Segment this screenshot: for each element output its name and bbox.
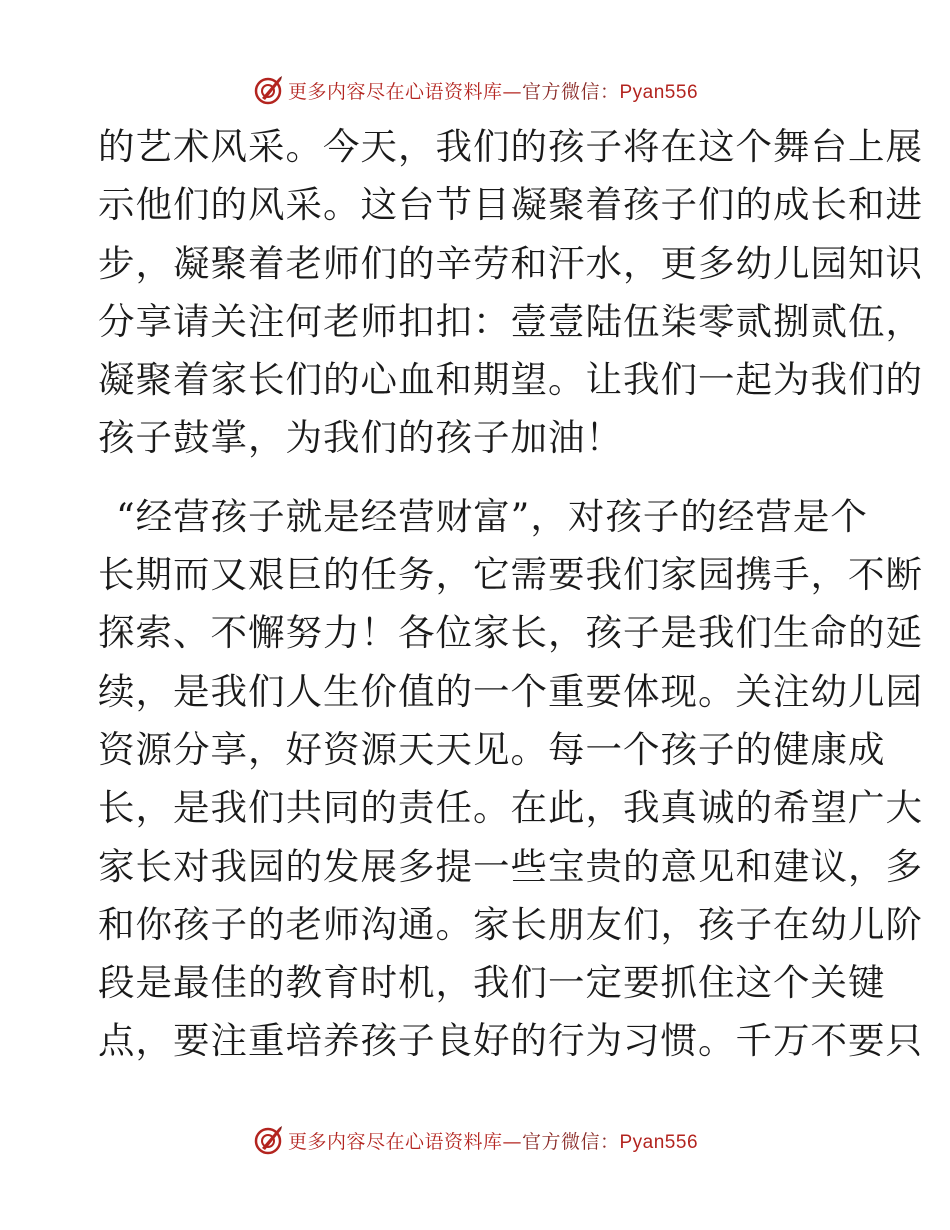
footer-banner-text [288, 1127, 698, 1154]
paragraph-2 [98, 488, 923, 1071]
footer-banner [0, 1120, 950, 1160]
text-line: 家长对我园的发展多提一些宝贵的意见和建议，多 [98, 844, 923, 888]
text-line: 示他们的风采。这台节目凝聚着孩子们的成长和进 [98, 183, 923, 227]
text-line: 步，凝聚着老师们的辛劳和汗水，更多幼儿园知识 [98, 241, 923, 285]
footer-banner-slogan: 更多内容尽在心语资料库 [287, 1130, 503, 1153]
footer-banner-separator: — [502, 1130, 522, 1153]
header-banner-slogan: 更多内容尽在心语资料库 [287, 80, 503, 103]
quill-logo-icon [252, 1124, 284, 1156]
paragraph-1 [98, 118, 923, 468]
text-line: 和你孩子的老师沟通。家长朋友们，孩子在幼儿阶 [98, 902, 923, 946]
text-line: 的艺术风采。今天，我们的孩子将在这个舞台上展 [98, 125, 923, 168]
header-banner-text [288, 77, 698, 104]
document-body [98, 118, 923, 1071]
header-wechat-id: Pyan556 [619, 81, 699, 103]
text-line: 段是最佳的教育时机，我们一定要抓住这个关键 [98, 961, 886, 1005]
quill-logo-icon [252, 74, 284, 106]
header-banner [0, 70, 950, 110]
text-line: 探索、不懈努力！各位家长，孩子是我们生命的延 [98, 611, 923, 655]
text-line: 资源分享，好资源天天见。每一个孩子的健康成 [98, 727, 886, 771]
header-banner-separator: — [502, 80, 522, 103]
text-line: 续，是我们人生价值的一个重要体现。关注幼儿园 [98, 669, 923, 713]
text-line: 长期而又艰巨的任务，它需要我们家园携手，不断 [98, 553, 923, 597]
header-wechat-label: 官方微信： [521, 80, 620, 103]
text-line: 分享请关注何老师扣扣：壹壹陆伍柒零贰捌贰伍， [98, 299, 923, 343]
footer-wechat-label: 官方微信： [521, 1130, 620, 1153]
text-line: 凝聚着家长们的心血和期望。让我们一起为我们的 [98, 358, 923, 402]
text-line: “经营孩子就是经营财富”，对孩子的经营是个 [116, 494, 868, 538]
text-line: 孩子鼓掌，为我们的孩子加油！ [98, 416, 623, 460]
footer-wechat-id: Pyan556 [619, 1131, 699, 1153]
text-line: 长，是我们共同的责任。在此，我真诚的希望广大 [98, 786, 923, 830]
paragraph-spacer [98, 468, 858, 488]
text-line: 点，要注重培养孩子良好的行为习惯。千万不要只 [98, 1019, 923, 1063]
